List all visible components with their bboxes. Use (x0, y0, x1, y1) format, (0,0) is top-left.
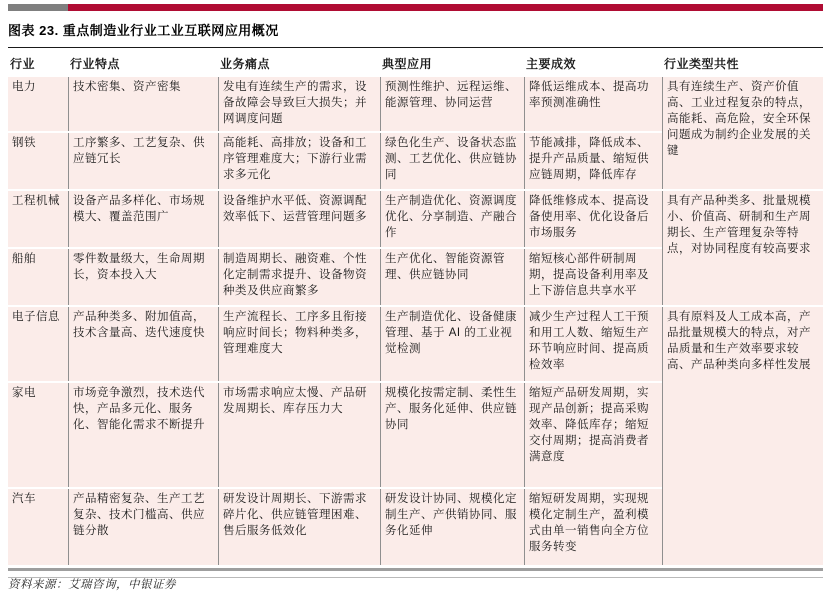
cell-results: 降低运维成本、提高功率预测准确性 (524, 77, 662, 131)
table-row-electronics (8, 307, 823, 381)
cell-apps: 生产优化、智能资源管理、供应链协同 (380, 249, 524, 305)
cell-pain: 生产流程长、工序多且衔接响应时间长；物料种类多，管理难度大 (218, 307, 380, 381)
cell-apps: 生产制造优化、资源调度优化、分享制造、产融合作 (380, 191, 524, 247)
cell-pain: 研发设计周期长、下游需求碎片化、供应链管理困难、售后服务低效化 (218, 489, 380, 565)
cell-pain: 市场需求响应太慢、产品研发周期长、库存压力大 (218, 383, 380, 487)
cell-commonality-group3: 具有原料及人工成本高，产品批量规模大的特点，对产品质量和生产效率要求较高、产品种类向多样性发展 (662, 307, 823, 565)
col-header-industry: 行业 (8, 50, 68, 75)
top-bar-red-segment (68, 4, 823, 11)
cell-industry: 家电 (8, 383, 68, 487)
cell-traits: 技术密集、资产密集 (68, 77, 218, 131)
industry-table (8, 47, 823, 567)
cell-apps: 规模化按需定制、柔性生产、服务化延伸、供应链协同 (380, 383, 524, 487)
cell-industry: 船舶 (8, 249, 68, 305)
table-row-power (8, 77, 823, 131)
cell-results: 缩短研发周期，实现规模化定制生产，盈利模式由单一销售向全方位服务转变 (524, 489, 662, 565)
top-accent-bar (8, 4, 823, 11)
cell-apps: 预测性维护、远程运维、能源管理、协同运营 (380, 77, 524, 131)
cell-commonality-group2: 具有产品种类多、批量规模小、价值高、研制和生产周期长、生产管理复杂等特点，对协同程度有较高要求 (662, 191, 823, 305)
cell-traits: 零件数量级大，生命周期长，资本投入大 (68, 249, 218, 305)
cell-industry: 电子信息 (8, 307, 68, 381)
top-bar-gray-segment (8, 4, 68, 11)
col-header-commonality: 行业类型共性 (662, 50, 823, 75)
figure-title: 图表 23. 重点制造业行业工业互联网应用概况 (8, 23, 279, 38)
table-row-machinery (8, 191, 823, 247)
cell-pain: 高能耗、高排放；设备和工序管理难度大；下游行业需求多元化 (218, 133, 380, 189)
cell-traits: 市场竞争激烈，技术迭代快，产品多元化、服务化、智能化需求不断提升 (68, 383, 218, 487)
col-header-pain: 业务痛点 (218, 50, 380, 75)
cell-apps: 绿色化生产、设备状态监测、工艺优化、供应链协同 (380, 133, 524, 189)
cell-industry: 汽车 (8, 489, 68, 565)
cell-industry: 工程机械 (8, 191, 68, 247)
cell-pain: 制造周期长、融资难、个性化定制需求提升、设备物资种类及供应商繁多 (218, 249, 380, 305)
source-note: 资料来源：艾瑞咨询，中银证券 (8, 579, 176, 591)
cell-traits: 设备产品多样化、市场规模大、覆盖范围广 (68, 191, 218, 247)
col-header-apps: 典型应用 (380, 50, 524, 75)
col-header-traits: 行业特点 (68, 50, 218, 75)
cell-pain: 发电有连续生产的需求，设备故障会导致巨大损失；并网调度问题 (218, 77, 380, 131)
cell-results: 缩短产品研发周期，实现产品创新；提高采购效率、降低库存；缩短交付周期；提高消费者满意度 (524, 383, 662, 487)
cell-industry: 钢铁 (8, 133, 68, 189)
cell-apps: 生产制造优化、设备健康管理、基于 AI 的工业视觉检测 (380, 307, 524, 381)
cell-results: 缩短核心部件研制周期，提高设备利用率及上下游信息共享水平 (524, 249, 662, 305)
cell-apps: 研发设计协同、规模化定制生产、产供销协同、服务化延伸 (380, 489, 524, 565)
cell-traits: 产品精密复杂、生产工艺复杂、技术门槛高、供应链分散 (68, 489, 218, 565)
cell-commonality-group1: 具有连续生产、资产价值高、工业过程复杂的特点，高能耗、高危险，安全环保问题成为制约企业发展的关键 (662, 77, 823, 189)
cell-traits: 产品种类多、附加值高，技术含量高、迭代速度快 (68, 307, 218, 381)
cell-results: 节能减排，降低成本、提升产品质量、缩短供应链周期，降低库存 (524, 133, 662, 189)
col-header-results: 主要成效 (524, 50, 662, 75)
cell-industry: 电力 (8, 77, 68, 131)
page-bottom-rule (8, 577, 823, 578)
table-bottom-rule (8, 568, 823, 571)
table-header-row (8, 50, 823, 75)
cell-pain: 设备维护水平低、资源调配效率低下、运营管理问题多 (218, 191, 380, 247)
cell-traits: 工序繁多、工艺复杂、供应链冗长 (68, 133, 218, 189)
cell-results: 减少生产过程人工干预和用工人数、缩短生产环节响应时间、提高质检效率 (524, 307, 662, 381)
cell-results: 降低维修成本、提高设备使用率、优化设备后市场服务 (524, 191, 662, 247)
